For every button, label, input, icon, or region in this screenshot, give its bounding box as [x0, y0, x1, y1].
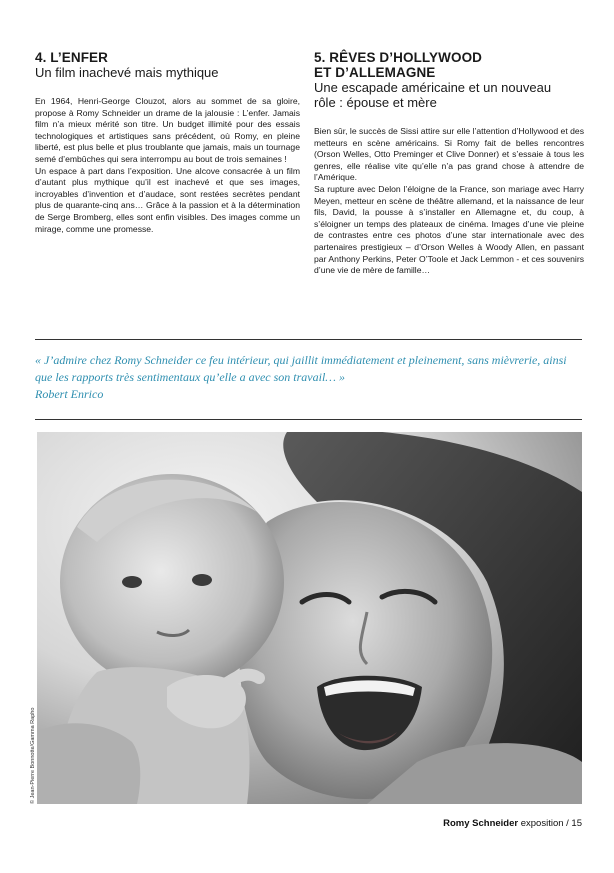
section-4-paragraph: Un espace à part dans l’exposition. Une alcove consacrée à un film d’autant plus mythique qu’il est inachevé et que ses images, incroyables d’invention et d’audace, sont restées secrètes pendant plus de quarante-cinq ans… Grâce à la passion et à la détermination de Serge Bromberg, elles sont enfin visibles. Des images comme un mirage, comme une promesse.: [35, 165, 300, 234]
page-footer: [443, 818, 582, 829]
section-4: [35, 50, 300, 235]
quote-text: « J’admire chez Romy Schneider ce feu intérieur, qui jaillit immédiatement et pleinement, sans mièvrerie, ainsi que les rapports très sentimentaux qu’elle a avec son travail… »: [35, 353, 567, 384]
divider-bottom: [35, 419, 582, 420]
section-4-title: 4. L’ENFER: [35, 50, 109, 65]
footer-label: exposition / 15: [518, 818, 582, 829]
section-4-subtitle: Un film inachevé mais mythique: [35, 65, 219, 80]
quote-block: [35, 352, 585, 403]
section-4-paragraph: En 1964, Henri-George Clouzot, alors au sommet de sa gloire, propose à Romy Schneider un drame de la jalousie : L’enfer. Jamais film n’a mieux mérité son titre. Un budget illimité pour des essais technologiques et artistiques sans précédent, où Romy, en pleine liberté, est plus belle et plus troublante que jamais, mais un tournage semé d’embûches qui sera interrompu au bout de trois semaines !: [35, 96, 300, 164]
section-5: [314, 50, 584, 277]
divider-top: [35, 339, 582, 340]
photo-credit: © Jean-Pierre Bonnotte/Gamma Rapho: [30, 707, 36, 804]
section-5-paragraph: Sa rupture avec Delon l’éloigne de la France, son mariage avec Harry Meyen, metteur en scène de théâtre allemand, et la naissance de leur fils, David, la pousse à s’installer en Allemagne et, du coup, à s’éloigner un temps des plateaux de cinéma. Images d’une vie pleine de contrastes entre ces photos d’une star internationale avec des partenaires prestigieux – d’Orson Welles à Woody Allen, en passant par Anthony Perkins, Peter O’Toole et Jack Lemmon - et ces souvenirs d’une vie de mère de famille…: [314, 183, 584, 276]
section-5-body: [314, 126, 584, 277]
photo-mother-and-child: [37, 432, 582, 804]
quote-author: Robert Enrico: [35, 387, 104, 401]
section-5-subtitle: Une escapade américaine et un nouveau rôle : épouse et mère: [314, 80, 552, 110]
section-4-body: [35, 96, 300, 235]
footer-name: Romy Schneider: [443, 818, 519, 829]
section-5-title: 5. RÊVES D’HOLLYWOOD ET D’ALLEMAGNE: [314, 50, 483, 80]
section-5-paragraph: Bien sûr, le succès de Sissi attire sur elle l’attention d’Hollywood et des metteurs en scène américains. Si Romy fait de belles rencontres (Orson Welles, Otto Preminger et Clive Donner) et s’essaie à tous les genres, elle réalise vite qu’elle n’a pas grand chose à attendre de l’Amérique.: [314, 126, 584, 183]
